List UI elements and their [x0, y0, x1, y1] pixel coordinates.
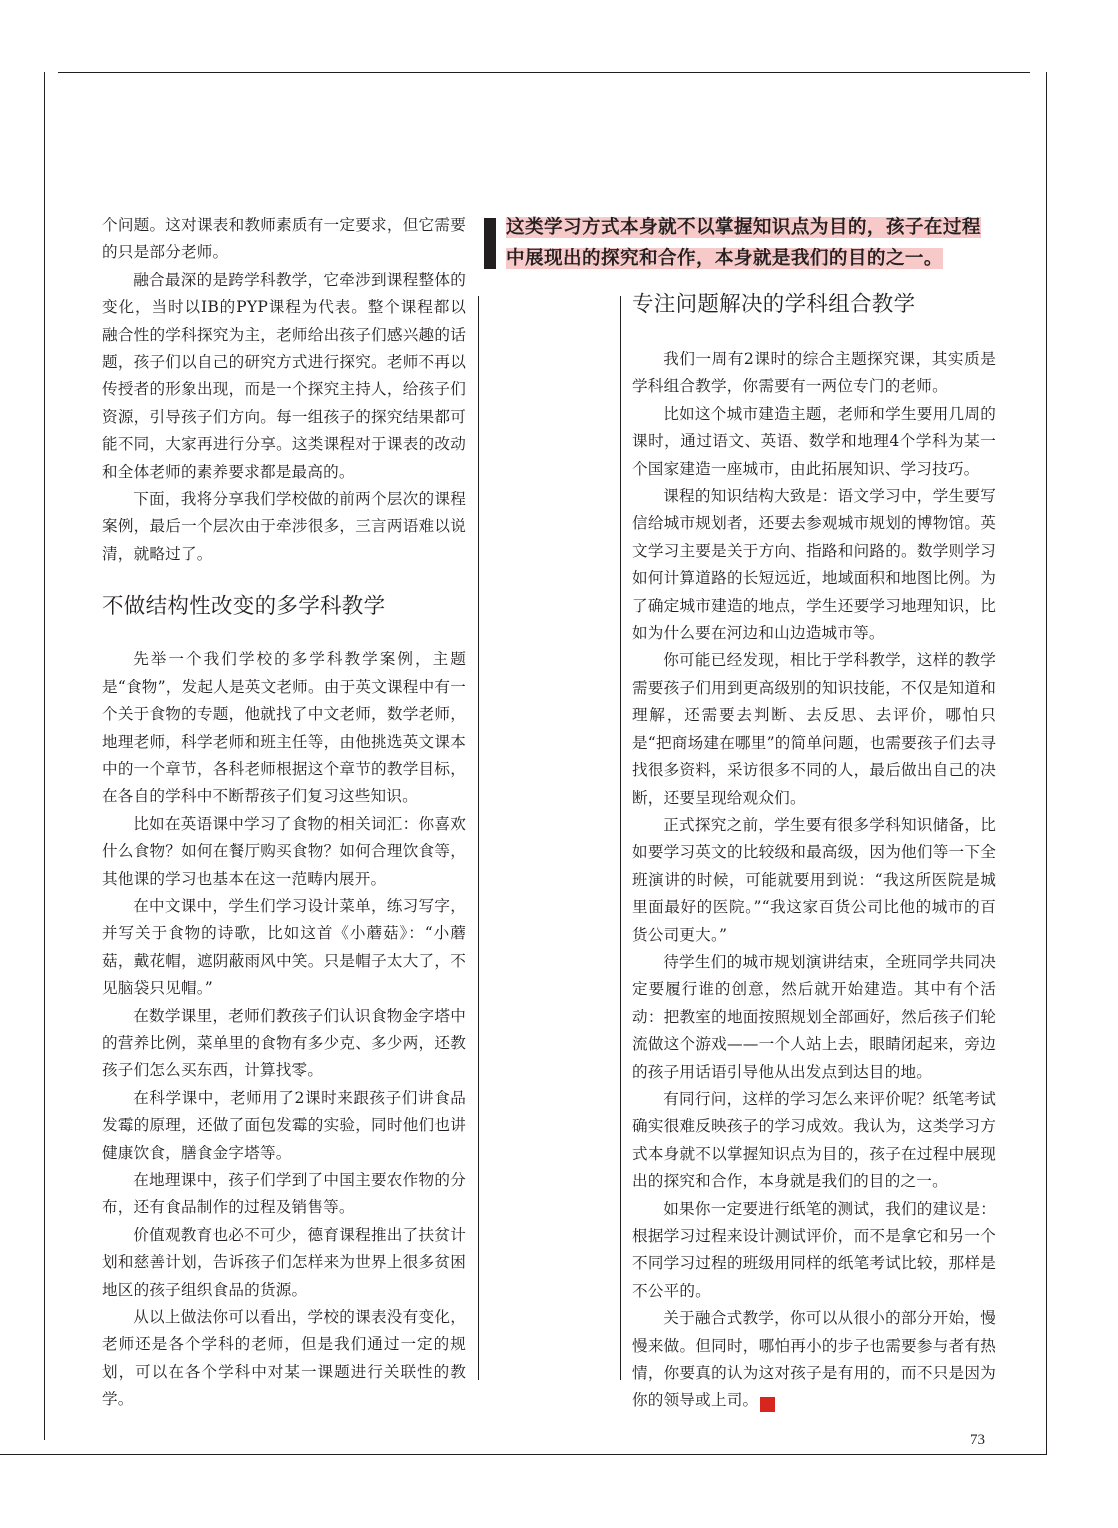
pull-quote-line-1: 这类学习方式本身就不以掌握知识点为目的，孩子在过程	[506, 217, 981, 238]
column-divider-right	[620, 296, 621, 1380]
paragraph: 课程的知识结构大致是：语文学习中，学生要写信给城市规划者，还要去参观城市规划的博物馆。英文学习主要是关于方向、指路和问路的。数学则学习如何计算道路的长短远近，地域面积和地图比例。为了确定城市建造的地点，学生还要学习地理知识，比如为什么要在河边和山边造城市等。	[632, 487, 996, 643]
paragraph: 价值观教育也必不可少，德育课程推出了扶贫计划和慈善计划，告诉孩子们怎样来为世界上很多贫困地区的孩子组织食品的货源。	[102, 1225, 466, 1299]
paragraph: 我们一周有2课时的综合主题探究课，其实质是学科组合教学，你需要有一两位专门的老师。	[632, 350, 996, 396]
paragraph: 如果你一定要进行纸笔的测试，我们的建议是：根据学习过程来设计测试评价，而不是拿它和另一个不同学习过程的班级用同样的纸笔考试比较，那样是不公平的。	[632, 1199, 996, 1300]
paragraph: 个问题。这对课表和教师素质有一定要求，但它需要的只是部分老师。	[102, 216, 466, 262]
right-column	[632, 290, 996, 1415]
pull-quote-line-2: 中展现出的探究和合作，本身就是我们的目的之一。	[506, 248, 943, 269]
paragraph-text: 关于融合式教学，你可以从很小的部分开始，慢慢来做。但同时，哪怕再小的步子也需要参与者有热情，你要真的认为这对孩子是有用的，而不只是因为你的领导或上司。	[632, 1309, 996, 1410]
paragraph: 融合最深的是跨学科教学，它牵涉到课程整体的变化，当时以IB的PYP课程为代表。整个课程都以融合性的学科探究为主，老师给出孩子们感兴趣的话题，孩子们以自己的研究方式进行探究。老师不再以传授者的形象出现，而是一个探究主持人，给孩子们资源，引导孩子们方向。每一组孩子的探究结果都可能不同，大家再进行分享。这类课程对于课表的改动和全体老师的素养要求都是最高的。	[102, 270, 466, 481]
pull-quote-bar	[484, 218, 496, 269]
left-column	[102, 212, 466, 1414]
paragraph: 下面，我将分享我们学校做的前两个层次的课程案例，最后一个层次由于牵涉很多，三言两语难以说清，就略过了。	[102, 490, 466, 563]
top-rule	[58, 72, 1030, 73]
paragraph: 先举一个我们学校的多学科教学案例，主题是“食物”，发起人是英文老师。由于英文课程中有一个关于食物的专题，他就找了中文老师，数学老师，地理老师，科学老师和班主任等，由他挑选英文课本中的一个章节，各科老师根据这个章节的教学目标，在各自的学科中不断帮孩子们复习这些知识。	[102, 650, 466, 806]
paragraph: 比如在英语课中学习了食物的相关词汇：你喜欢什么食物？如何在餐厅购买食物？如何合理饮食等，其他课的学习也基本在这一范畴内展开。	[102, 814, 466, 888]
section-heading: 不做结构性改变的多学科教学	[102, 594, 386, 620]
paragraph: 从以上做法你可以看出，学校的课表没有变化，老师还是各个学科的老师，但是我们通过一定的规划，可以在各个学科中对某一课题进行关联性的教学。	[102, 1308, 466, 1409]
column-divider-left	[478, 296, 479, 1380]
paragraph: 在地理课中，孩子们学到了中国主要农作物的分布，还有食品制作的过程及销售等。	[102, 1171, 466, 1217]
paragraph: 在科学课中，老师用了2课时来跟孩子们讲食品发霉的原理，还做了面包发霉的实验，同时他们也讲健康饮食，膳食金字塔等。	[102, 1088, 466, 1162]
page-number: 73	[970, 1432, 985, 1448]
bottom-rule	[0, 1454, 1047, 1455]
pull-quote	[506, 212, 1006, 274]
paragraph: 待学生们的城市规划演讲结束，全班同学共同决定要履行谁的创意，然后就开始建造。其中有个活动：把教室的地面按照规划全部画好，然后孩子们轮流做这个游戏——一个人站上去，眼睛闭起来，旁边的孩子用话语引导他从出发点到达目的地。	[632, 952, 996, 1081]
last-paragraph	[632, 1305, 996, 1415]
end-mark-icon: 家	[760, 1397, 775, 1412]
section-heading: 专注问题解决的学科组合教学	[632, 292, 916, 317]
paragraph: 比如这个城市建造主题，老师和学生要用几周的课时，通过语文、英语、数学和地理4个学科为某一个国家建造一座城市，由此拓展知识、学习技巧。	[632, 404, 996, 478]
right-border-rule	[1046, 72, 1047, 1454]
paragraph: 有同行问，这样的学习怎么来评价呢？纸笔考试确实很难反映孩子的学习成效。我认为，这类学习方式本身就不以掌握知识点为目的，孩子在过程中展现出的探究和合作，本身就是我们的目的之一。	[632, 1089, 996, 1191]
paragraph: 在中文课中，学生们学习设计菜单，练习写字，并写关于食物的诗歌，比如这首《小蘑菇》：“小蘑菇，戴花帽，遮阴蔽雨风中笑。只是帽子太大了，不见脑袋只见帽。”	[102, 896, 466, 998]
paragraph: 在数学课里，老师们教孩子们认识食物金字塔中的营养比例，菜单里的食物有多少克、多少两，还教孩子们怎么买东西，计算找零。	[102, 1006, 466, 1080]
paragraph: 你可能已经发现，相比于学科教学，这样的教学需要孩子们用到更高级别的知识技能，不仅是知道和理解，还需要去判断、去反思、去评价，哪怕只是“把商场建在哪里”的简单问题，也需要孩子们去寻找很多资料，采访很多不同的人，最后做出自己的决断，还要呈现给观众们。	[632, 651, 996, 807]
left-border-rule	[44, 72, 45, 1440]
paragraph: 正式探究之前，学生要有很多学科知识储备，比如要学习英文的比较级和最高级，因为他们等一下全班演讲的时候，可能就要用到说：“我这所医院是城里面最好的医院。”“我这家百货公司比他的城市的百货公司更大。”	[632, 815, 996, 944]
